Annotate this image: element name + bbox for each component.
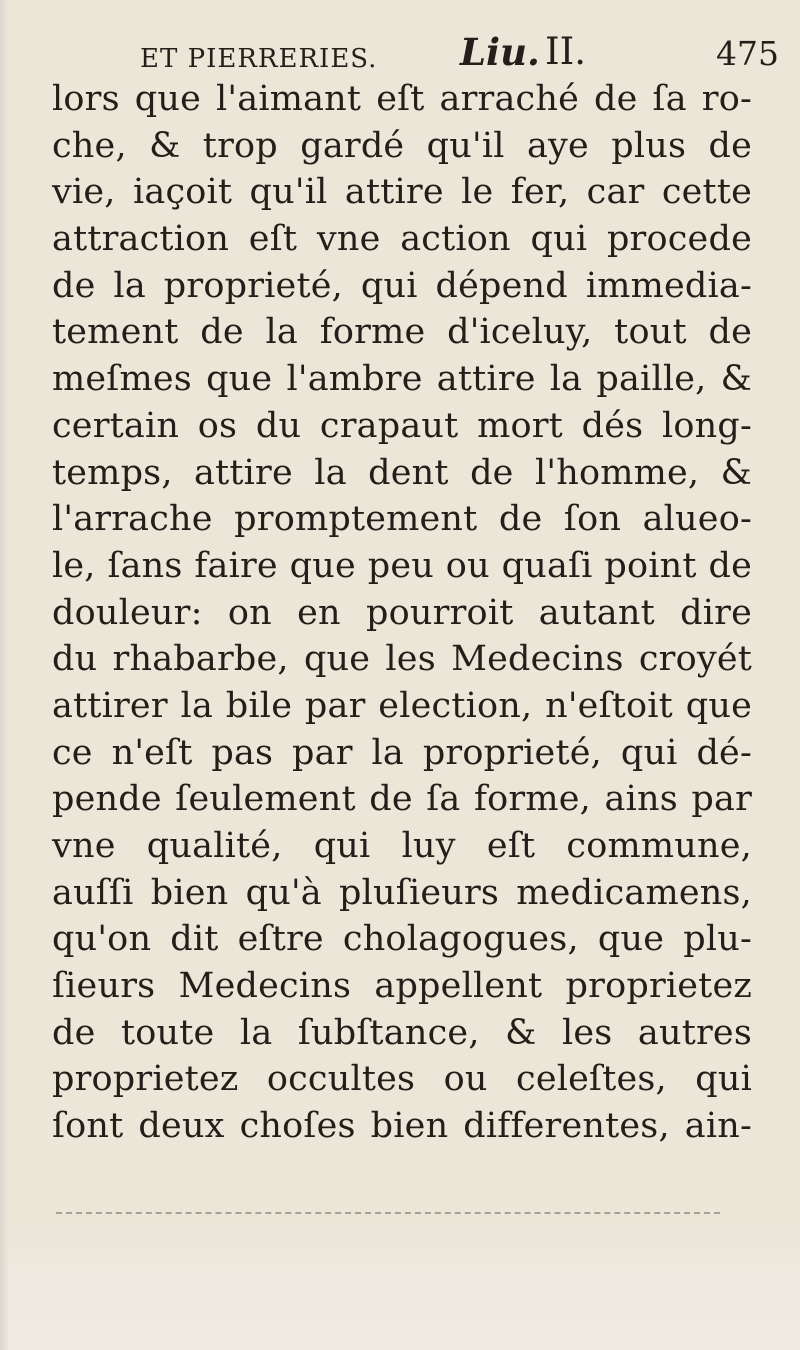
running-head — [140, 36, 377, 75]
text-line: l'arrache promptement de ſon alueo- — [52, 499, 752, 540]
bottom-rule — [56, 1212, 720, 1214]
text-line: de toute la ſubſtance, & les autres — [52, 1012, 752, 1053]
text-line: temps, attire la dent de l'homme, & — [52, 452, 752, 493]
book-page — [8, 0, 800, 1350]
text-line: pende ſeulement de ſa forme, ains par — [52, 779, 752, 820]
text-line: attirer la bile par election, n'eſtoit que — [52, 685, 752, 726]
page-number: 475 — [716, 34, 779, 73]
body-text — [52, 76, 752, 1150]
text-line: vne qualité, qui luy eſt commune, — [52, 826, 752, 866]
text-line: tement de la forme d'iceluy, tout de — [52, 312, 752, 353]
text-line: ſont deux choſes bien differentes, ain- — [52, 1106, 752, 1147]
text-line: auſſi bien qu'à pluſieurs medicamens, — [52, 872, 752, 913]
text-line: de la proprieté, qui dépend immedia- — [52, 265, 752, 306]
text-line: douleur: on en pourroit autant dire — [52, 592, 752, 633]
book-number: II. — [545, 30, 586, 73]
text-line: qu'on dit eſtre cholagogues, que plu- — [52, 919, 752, 960]
book-reference: Liu. — [460, 30, 540, 74]
text-line: lors que l'aimant eſt arraché de ſa ro- — [52, 79, 752, 119]
lower-margin — [8, 1220, 800, 1350]
text-line: che, & trop gardé qu'il aye plus de — [52, 125, 752, 166]
text-line: vie, iaçoit qu'il attire le fer, car cette — [52, 172, 752, 213]
text-line: meſmes que l'ambre attire la paille, & — [52, 359, 752, 400]
binding-gutter — [0, 0, 8, 1350]
text-line: proprietez occultes ou celeſtes, qui — [52, 1059, 752, 1100]
running-head-title: PIERRERIES. — [187, 44, 378, 74]
text-line: ce n'eſt pas par la proprieté, qui dé- — [52, 732, 752, 773]
text-line: ſieurs Medecins appellent proprietez — [52, 966, 752, 1007]
running-head-prefix: ET — [140, 44, 188, 74]
text-line: le, ſans faire que peu ou quaſi point de — [52, 545, 752, 586]
text-line: du rhabarbe, que les Medecins croyét — [52, 639, 752, 680]
text-line: attraction eſt vne action qui procede — [52, 219, 752, 260]
text-line: certain os du crapaut mort dés long- — [52, 405, 752, 446]
